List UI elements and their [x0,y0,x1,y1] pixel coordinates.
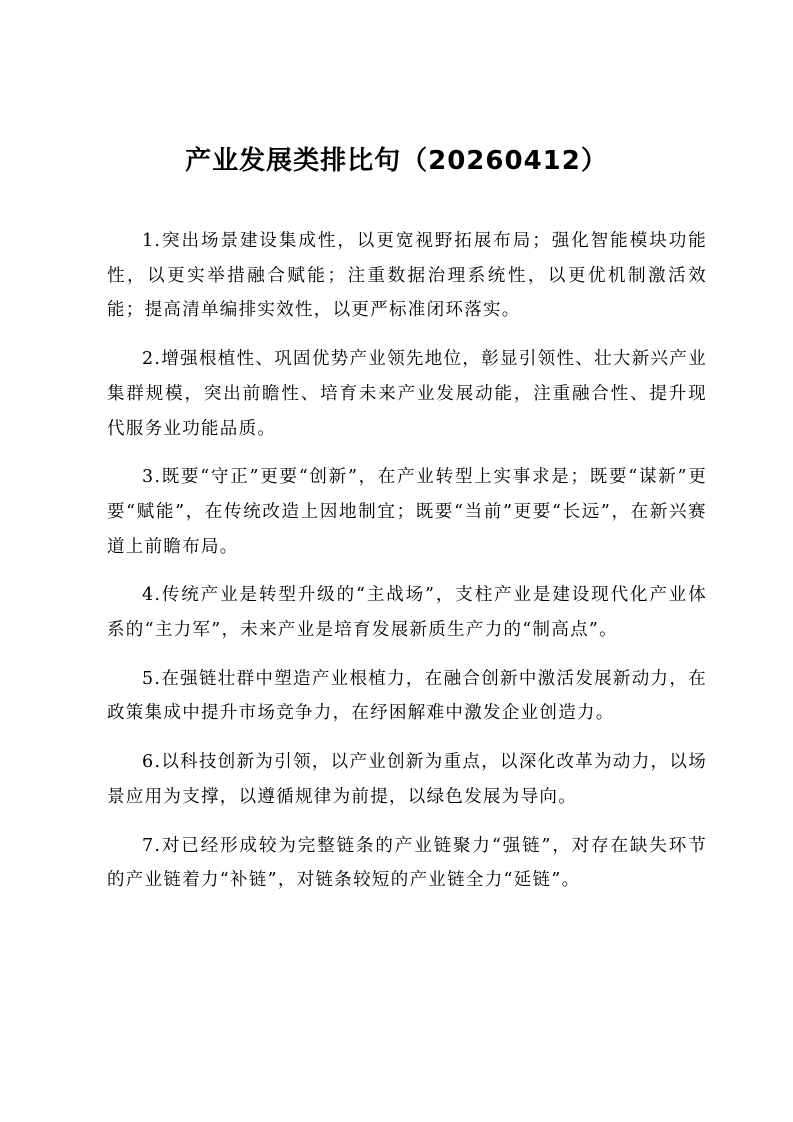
paragraph-2: 2.增强根植性、巩固优势产业领先地位，彰显引领性、壮大新兴产业集群规模，突出前瞻性、培育未来产业发展动能，注重融合性、提升现代服务业功能品质。 [107,349,707,439]
paragraph-6: 6.以科技创新为引领，以产业创新为重点，以深化改革为动力，以场景应用为支撑，以遵循规律为前提，以绿色发展为导向。 [107,752,707,807]
paragraph-7: 7.对已经形成较为完整链条的产业链聚力“强链”，对存在缺失环节的产业链着力“补链”，对链条较短的产业链全力“延链”。 [107,835,707,891]
paragraph-5: 5.在强链壮群中塑造产业根植力，在融合创新中激活发展新动力，在政策集成中提升市场竞争力，在纾困解难中激发企业创造力。 [107,668,707,724]
paragraph-1: 1.突出场景建设集成性，以更宽视野拓展布局；强化智能模块功能性，以更实举措融合赋能；注重数据治理系统性，以更优机制激活效能；提高清单编排实效性，以更严标准闭环落实。 [107,231,707,321]
document-body [107,224,707,912]
paragraph-4: 4.传统产业是转型升级的“主战场”，支柱产业是建设现代化产业体系的“主力军”，未来产业是培育发展新质生产力的“制高点”。 [107,585,707,641]
paragraph-3: 3.既要“守正”更要“创新”，在产业转型上实事求是；既要“谋新”更要“赋能”，在传统改造上因地制宜；既要“当前”更要“长远”，在新兴赛道上前瞻布局。 [107,467,707,557]
document-title: 产业发展类排比句（20260412） [185,146,608,176]
